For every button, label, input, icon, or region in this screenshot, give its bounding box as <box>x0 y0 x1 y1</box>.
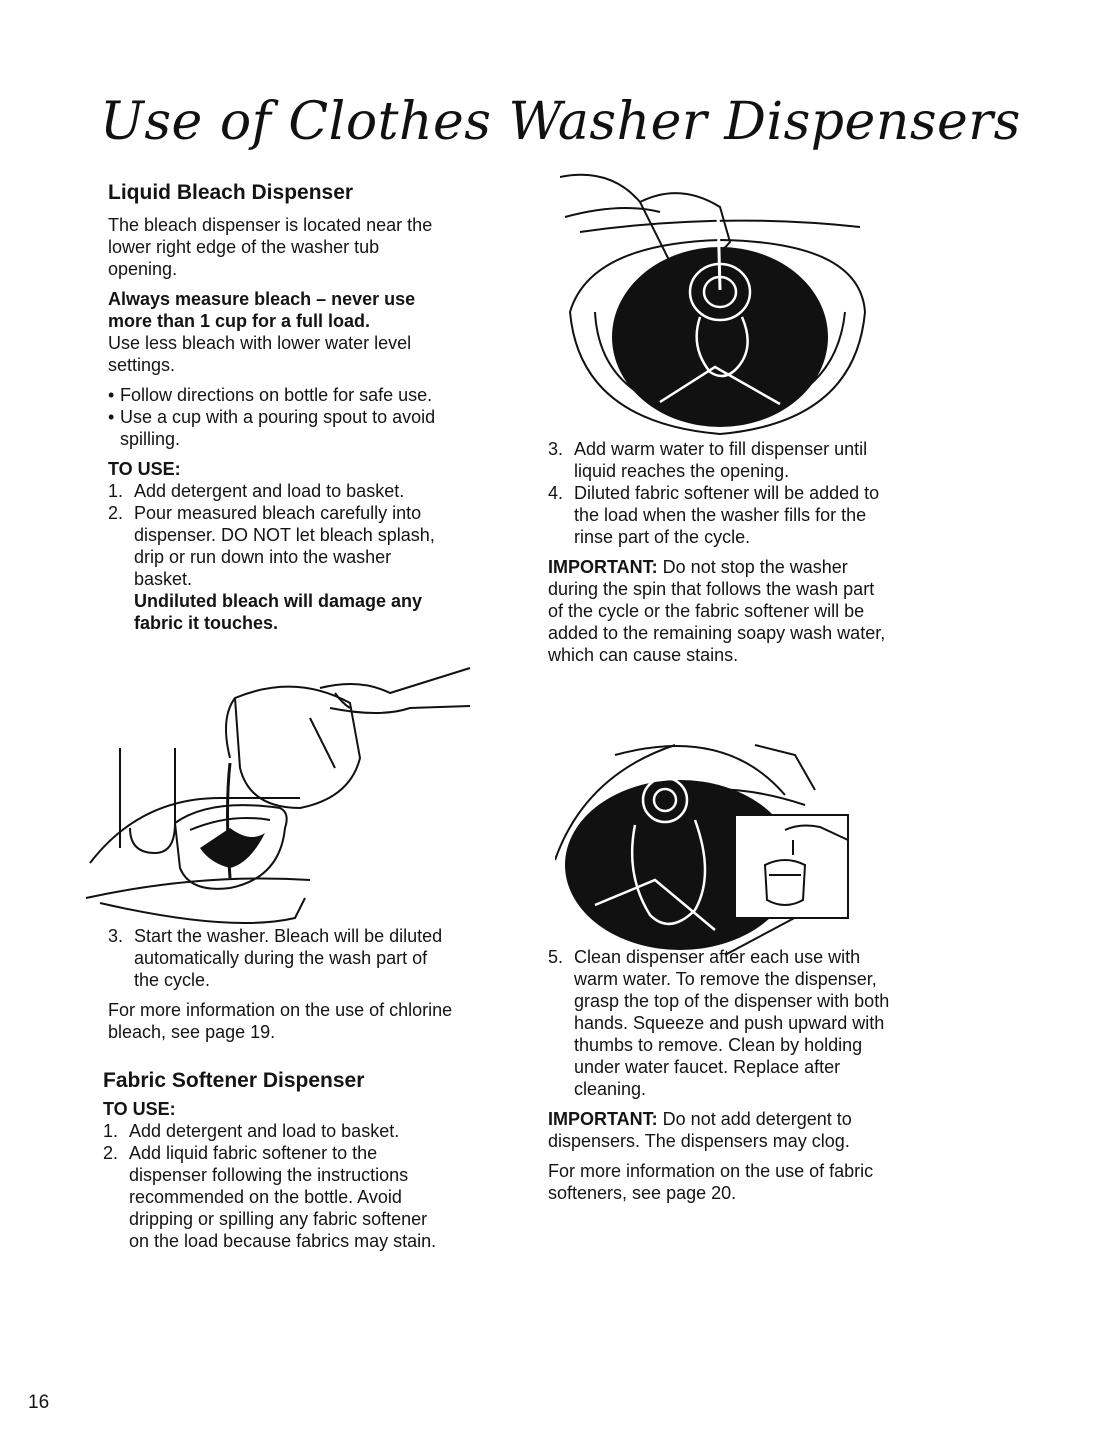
step-item: 3. Add warm water to fill dispenser until liquid reaches the opening. <box>548 439 868 481</box>
bullet-item: • Follow directions on bottle for safe use. <box>108 385 433 405</box>
page-title: Use of Clothes Washer Dispensers <box>100 92 1021 152</box>
bleach-damage-warning: Undiluted bleach will damage any fabric it touches. <box>134 591 423 633</box>
bullet-item: • Use a cup with a pouring spout to avoid spilling. <box>108 407 436 449</box>
bleach-section-continued <box>108 925 453 1043</box>
bleach-pouring-illustration <box>80 648 480 938</box>
softener-section <box>103 1068 448 1252</box>
important-notice: IMPORTANT: Do not add detergent to dispensers. The dispensers may clog. <box>548 1109 852 1151</box>
dispenser-cleaning-illustration <box>555 715 855 965</box>
step-item: 2. Add liquid fabric softener to the dispenser following the instructions recommended on the bottle. Avoid dripping or spilling any fabric softener on the load because fabrics may stain. <box>103 1143 437 1251</box>
step-item: 1. Add detergent and load to basket. <box>103 1121 400 1141</box>
step-item: 5. Clean dispenser after each use with warm water. To remove the dispenser, grasp the top of the dispenser with both hands. Squeeze and push upward with thumbs to remove. Clean by holding under water faucet. Replace after cleaning. <box>548 947 890 1099</box>
bleach-lower-level: Use less bleach with lower water level settings. <box>108 333 412 375</box>
to-use-heading: TO USE: <box>103 1099 176 1119</box>
bleach-heading: Liquid Bleach Dispenser <box>108 181 354 204</box>
step-item: 2. Pour measured bleach carefully into dispenser. DO NOT let bleach splash, drip or run down into the washer basket. <box>108 503 435 589</box>
step-item: 3. Start the washer. Bleach will be diluted automatically during the wash part of the cycle. <box>108 926 443 990</box>
to-use-heading: TO USE: <box>108 459 181 479</box>
step-item: 4. Diluted fabric softener will be added to the load when the washer fills for the rinse part of the cycle. <box>548 483 880 547</box>
softener-heading: Fabric Softener Dispenser <box>103 1069 365 1092</box>
step-item: 1. Add detergent and load to basket. <box>108 481 405 501</box>
page-number: 16 <box>28 1392 50 1413</box>
important-notice: IMPORTANT: Do not stop the washer during the spin that follows the wash part of the cycle or the fabric softener will be added to the remaining soapy wash water, which can cause stains. <box>548 557 886 665</box>
softener-more-info: For more information on the use of fabric softeners, see page 20. <box>548 1161 874 1203</box>
bleach-intro: The bleach dispenser is located near the lower right edge of the washer tub opening. <box>108 215 433 279</box>
bleach-warning: Always measure bleach – never use more than 1 cup for a full load. <box>108 289 416 331</box>
bleach-more-info: For more information on the use of chlorine bleach, see page 19. <box>108 1000 453 1042</box>
right-steps-continued <box>548 946 893 1204</box>
softener-pouring-illustration <box>560 172 880 442</box>
bleach-section <box>108 180 453 634</box>
right-steps <box>548 438 893 666</box>
